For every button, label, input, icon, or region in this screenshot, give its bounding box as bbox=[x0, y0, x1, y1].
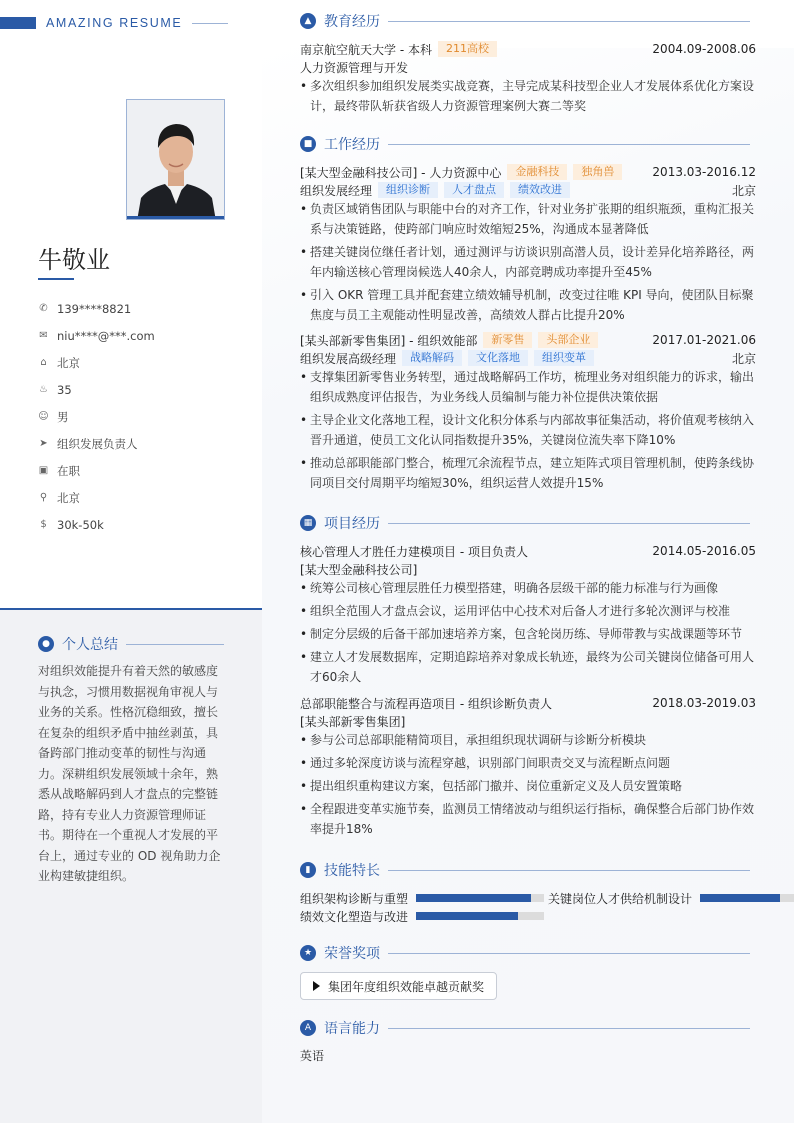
job-city: 北京 bbox=[731, 183, 756, 198]
contact-text: 组织发展负责人 bbox=[57, 436, 138, 451]
bar-chart-icon: ▮ bbox=[300, 862, 316, 878]
education-header bbox=[300, 12, 750, 30]
job-company-group bbox=[300, 332, 652, 349]
skill-tag: 绩效改进 bbox=[510, 182, 570, 198]
job-company: [某大型金融科技公司] - 人力资源中心 bbox=[300, 165, 502, 180]
project-org: [某大型金融科技公司] bbox=[300, 562, 418, 577]
contact-text: 北京 bbox=[57, 355, 80, 370]
briefcase-icon: ▣ bbox=[38, 465, 49, 476]
education-bullets bbox=[300, 76, 756, 119]
skill-level-fill bbox=[700, 894, 780, 902]
face-icon: ☺ bbox=[38, 411, 49, 422]
contact-row bbox=[38, 430, 248, 457]
job-period: 2013.03-2016.12 bbox=[652, 165, 756, 179]
company-tag: 独角兽 bbox=[573, 164, 622, 180]
project-period: 2018.03-2019.03 bbox=[652, 696, 756, 710]
skill-item bbox=[548, 889, 794, 907]
bullet-item: • 多次组织参加组织发展类实战竞赛，主导完成某科技型企业人才发展体系优化方案设计，最终带队斩获省级人力资源管理案例大赛二等奖 bbox=[300, 76, 756, 116]
project-org: [某头部新零售集团] bbox=[300, 714, 406, 729]
skill-tag: 人才盘点 bbox=[444, 182, 504, 198]
job-city: 北京 bbox=[731, 351, 756, 366]
job-company-group bbox=[300, 164, 652, 181]
bullet-item: • 负责区域销售团队与职能中台的对齐工作，针对业务扩张期的组织瓶颈，重构汇报关系与决策链路，使跨部门响应时效缩短25%，沟通成本显著降低 bbox=[300, 199, 756, 239]
languages-header bbox=[300, 1019, 750, 1037]
candidate-name: 牛敬业 bbox=[38, 246, 110, 274]
brand-header bbox=[0, 14, 228, 32]
profile-photo bbox=[126, 99, 225, 220]
contact-row bbox=[38, 511, 248, 538]
summary-text: 对组织效能提升有着天然的敏感度与执念，习惯用数据视角审视人与业务的关系。性格沉稳细致，擅长在复杂的组织矛盾中抽丝剥茧，具备跨部门推动变革的韧性与沟通力。深耕组织发展领域十余年，熟悉从战略解码到人才盘点的完整链路，持有专业人力资源管理师证书。期待在一个重视人才发展的平台上，通过专业的 OD 视角助力企业构建敏捷组织。 bbox=[38, 664, 221, 883]
project-period: 2014.05-2016.05 bbox=[652, 544, 756, 558]
bullet-item: • 推动总部职能部门整合，梳理冗余流程节点，建立矩阵式项目管理机制，使跨条线协同项目交付周期平均缩短30%，组织运营人效提升15% bbox=[300, 453, 756, 493]
home-icon: ⌂ bbox=[40, 357, 47, 368]
project-bullets bbox=[300, 578, 756, 690]
skill-name: 绩效文化塑造与改进 bbox=[300, 909, 409, 924]
contact-text: 35 bbox=[57, 382, 72, 397]
skill-level-bar bbox=[700, 894, 794, 902]
photo-accent-bar bbox=[127, 216, 224, 219]
contact-text: niu****@***.com bbox=[57, 328, 155, 343]
job-role-row bbox=[300, 349, 756, 367]
contact-row bbox=[38, 349, 248, 376]
honor-label: 集团年度组织效能卓越贡献奖 bbox=[328, 979, 485, 994]
play-triangle-icon bbox=[313, 981, 320, 991]
skill-tag: 组织诊断 bbox=[378, 182, 438, 198]
contact-text: 北京 bbox=[57, 490, 80, 505]
school-name: 南京航空航天大学 - 本科 bbox=[300, 42, 432, 57]
skill-level-fill bbox=[416, 894, 531, 902]
section-divider bbox=[388, 1028, 750, 1029]
bullet-item: • 参与公司总部职能精简项目，承担组织现状调研与诊断分析模块 bbox=[300, 730, 756, 750]
contact-text: 在职 bbox=[57, 463, 80, 478]
skill-level-fill bbox=[416, 912, 518, 920]
project-name-row bbox=[300, 694, 756, 712]
cake-icon: ♨ bbox=[39, 384, 48, 395]
languages-title: 语言能力 bbox=[324, 1021, 380, 1037]
section-divider bbox=[126, 644, 224, 645]
project-bullets bbox=[300, 730, 756, 842]
section-divider bbox=[388, 953, 750, 954]
honors-header bbox=[300, 944, 750, 962]
work-header bbox=[300, 135, 750, 153]
bullet-item: • 组织全范围人才盘点会议，运用评估中心技术对后备人才进行多轮次测评与校准 bbox=[300, 601, 756, 621]
company-tag: 头部企业 bbox=[538, 332, 598, 348]
school-tag: 211高校 bbox=[438, 41, 497, 57]
skill-item bbox=[300, 907, 544, 925]
bullet-item: • 引入 OKR 管理工具并配套建立绩效辅导机制，改变过往唯 KPI 导向，使团队目标聚焦度与员工主观能动性明显改善，高绩效人群占比提升20% bbox=[300, 285, 756, 325]
major-name: 人力资源管理与开发 bbox=[300, 60, 409, 75]
skills-title: 技能特长 bbox=[324, 863, 380, 879]
language-item: 英语 bbox=[300, 1049, 325, 1063]
education-row bbox=[300, 40, 756, 58]
brand-line bbox=[192, 23, 228, 24]
brand-bar bbox=[0, 17, 36, 29]
project-name: 总部职能整合与流程再造项目 - 组织诊断负责人 bbox=[300, 696, 552, 711]
job-company: [某头部新零售集团] - 组织效能部 bbox=[300, 333, 478, 348]
briefcase-icon: ■ bbox=[300, 136, 316, 152]
skill-name: 组织架构诊断与重塑 bbox=[300, 891, 409, 906]
skill-item bbox=[300, 889, 544, 907]
contact-text: 139****8821 bbox=[57, 301, 132, 316]
send-icon: ➤ bbox=[39, 438, 48, 449]
job-role: 组织发展高级经理 bbox=[300, 351, 397, 366]
project-org-row bbox=[300, 560, 756, 578]
job-bullets bbox=[300, 199, 756, 328]
section-divider bbox=[388, 144, 750, 145]
skill-name: 关键岗位人才供给机制设计 bbox=[548, 891, 693, 906]
bullet-item: • 主导企业文化落地工程，设计文化积分体系与内部故事征集活动，将价值观考核纳入晋升通道，使员工文化认同指数提升35%，关键岗位流失率下降10% bbox=[300, 410, 756, 450]
project-name-group bbox=[300, 543, 652, 560]
person-avatar-icon bbox=[127, 100, 225, 220]
section-divider bbox=[388, 523, 750, 524]
projects-title: 项目经历 bbox=[324, 516, 380, 532]
location-icon: ⚲ bbox=[39, 492, 48, 503]
section-divider bbox=[388, 870, 750, 871]
contact-row bbox=[38, 376, 248, 403]
contact-row bbox=[38, 484, 248, 511]
work-title: 工作经历 bbox=[324, 137, 380, 153]
skill-tag: 组织变革 bbox=[534, 350, 594, 366]
job-company-row bbox=[300, 163, 756, 181]
project-name-row bbox=[300, 542, 756, 560]
education-major-row bbox=[300, 58, 756, 76]
education-title: 教育经历 bbox=[324, 14, 380, 30]
skills-header bbox=[300, 861, 750, 879]
bullet-item: • 建立人才发展数据库，定期追踪培养对象成长轨迹，最终为公司关键岗位储备可用人才60余人 bbox=[300, 647, 756, 687]
company-tag: 新零售 bbox=[483, 332, 532, 348]
user-icon: ● bbox=[38, 636, 54, 652]
summary-header bbox=[38, 634, 224, 654]
job-bullets bbox=[300, 367, 756, 496]
mail-icon: ✉ bbox=[39, 330, 48, 341]
company-tag: 金融科技 bbox=[507, 164, 567, 180]
bullet-item: • 全程跟进变革实施节奏，监测员工情绪波动与组织运行指标，确保整合后部门协作效率提升18% bbox=[300, 799, 756, 839]
bullet-item: • 搭建关键岗位继任者计划，通过测评与访谈识别高潜人员，设计差异化培养路径，两年内输送核心管理岗候选人40余人，内部竞聘成功率提升至45% bbox=[300, 242, 756, 282]
contact-list bbox=[38, 295, 248, 538]
skill-level-bar bbox=[416, 912, 544, 920]
project-name: 核心管理人才胜任力建模项目 - 项目负责人 bbox=[300, 544, 528, 559]
award-icon: ★ bbox=[300, 945, 316, 961]
bullet-item: • 提出组织重构建议方案，包括部门撤并、岗位重新定义及人员安置策略 bbox=[300, 776, 756, 796]
summary-title: 个人总结 bbox=[62, 637, 118, 653]
contact-row bbox=[38, 322, 248, 349]
graduation-cap-icon: ▲ bbox=[300, 13, 316, 29]
job-role-row bbox=[300, 181, 756, 199]
skill-tag: 文化落地 bbox=[468, 350, 528, 366]
projects-header bbox=[300, 514, 750, 532]
job-role-group bbox=[300, 350, 732, 367]
contact-text: 男 bbox=[57, 409, 69, 424]
honor-item[interactable] bbox=[300, 972, 497, 1000]
contact-text: 30k-50k bbox=[57, 517, 104, 532]
skill-level-bar bbox=[416, 894, 544, 902]
phone-icon: ✆ bbox=[39, 303, 48, 314]
honors-title: 荣誉奖项 bbox=[324, 946, 380, 962]
job-company-row bbox=[300, 331, 756, 349]
bullet-item: • 通过多轮深度访谈与流程穿越，识别部门间职责交叉与流程断点问题 bbox=[300, 753, 756, 773]
grid-icon: ▦ bbox=[300, 515, 316, 531]
name-underline bbox=[38, 278, 74, 280]
contact-row bbox=[38, 403, 248, 430]
job-period: 2017.01-2021.06 bbox=[652, 333, 756, 347]
bullet-item: • 制定分层级的后备干部加速培养方案，包含轮岗历练、导师带教与实战课题等环节 bbox=[300, 624, 756, 644]
education-period: 2004.09-2008.06 bbox=[652, 42, 756, 56]
salary-icon: $ bbox=[40, 519, 47, 530]
bullet-item: • 支撑集团新零售业务转型，通过战略解码工作坊，梳理业务对组织能力的诉求，输出组织成熟度评估报告，为业务线人员编制与能力补位提供决策依据 bbox=[300, 367, 756, 407]
brand-text: AMAZING RESUME bbox=[46, 16, 183, 30]
project-org-row bbox=[300, 712, 756, 730]
project-name-group bbox=[300, 695, 652, 712]
contact-row bbox=[38, 457, 248, 484]
section-divider bbox=[388, 21, 750, 22]
contact-row bbox=[38, 295, 248, 322]
bullet-item: • 统筹公司核心管理层胜任力模型搭建，明确各层级干部的能力标准与行为画像 bbox=[300, 578, 756, 598]
job-role: 组织发展经理 bbox=[300, 183, 373, 198]
language-icon: A bbox=[300, 1020, 316, 1036]
job-role-group bbox=[300, 182, 732, 199]
skill-tag: 战略解码 bbox=[402, 350, 462, 366]
